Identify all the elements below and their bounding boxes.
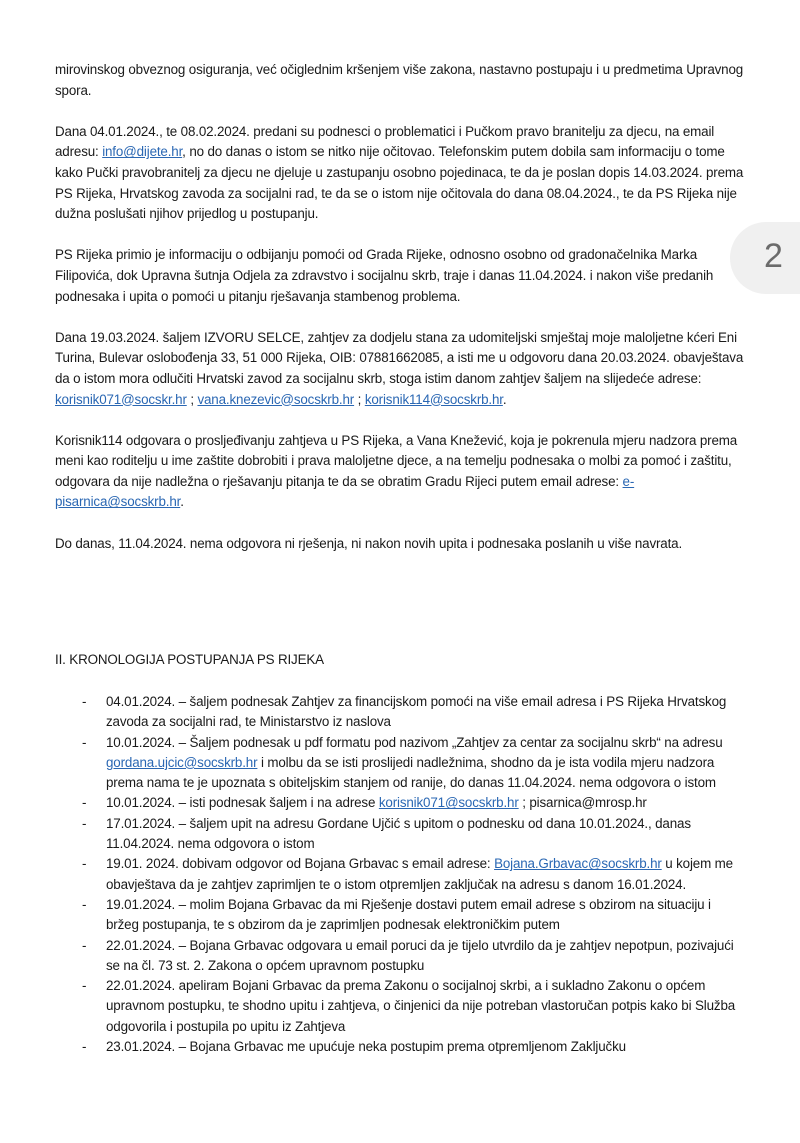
paragraph-city-refusal: PS Rijeka primio je informaciju o odbijanju pomoći od Grada Rijeke, odnosno osobno od gradonačelnika Marka Filipovića, dok Upravna šutnja Odjela za zdravstvo i socijalnu skrb, traje i danas 11.04.2024. i nakon više predanih podnesaka i upita o pomoći u pitanju rješavanja stambenog problema.	[55, 247, 714, 304]
list-dash: -	[82, 734, 87, 750]
email-link-korisnik071-socskrb[interactable]: korisnik071@socskrb.hr	[378, 795, 519, 811]
chronology-item: - 10.01.2024. – isti podnesak šaljem i na adrese korisnik071@socskrb.hr ; pisarnica@mrosp.hr	[55, 793, 745, 813]
paragraph-no-response: Do danas, 11.04.2024. nema odgovora ni rješenja, ni nakon novih upita i podnesaka poslanih u više navrata.	[55, 535, 683, 551]
chronology-item: - 19.01.2024. – molim Bojana Grbavac da mi Rješenje dostavi putem email adrese s obzirom na situaciju i bržeg postupanja, te s obzirom da je zaprimljen podnesak elektroničkim putem	[82, 896, 711, 933]
email-link-e-pisarnica[interactable]: e-pisarnica@socskrb.hr	[55, 473, 635, 510]
page-number-badge	[730, 222, 800, 294]
paragraph-ombudsman: Dana 04.01.2024., te 08.02.2024. predani su podnesci o problematici i Pučkom pravo branitelju za djecu, na email adresu: info@dijete.hr, no do danas o istom se nitko nije očitovao. Telefonskim putem dobila sam informaciju o tome kako Pučki pravobranitelj za djecu ne djeluje u zastupanju osobno pojedinaca, te da je poslan dopis 14.03.2024. prema PS Rijeka, Hrvatskog zavoda za socijalni rad, te da se o istom nije očitovala do dana 08.04.2024., te da PS Rijeka nije dužna poslušati njihov prijedlog u postupanju.	[55, 123, 744, 222]
email-link-gordana-ujcic[interactable]: gordana.ujcic@socskrb.hr	[106, 754, 258, 770]
list-dash: -	[82, 978, 87, 994]
list-dash: -	[82, 1039, 87, 1055]
email-link-korisnik071[interactable]: korisnik071@socskr.hr	[55, 391, 187, 407]
section-heading-chronology: II. KRONOLOGIJA POSTUPANJA PS RIJEKA	[55, 652, 324, 667]
chronology-item: - 10.01.2024. – Šaljem podnesak u pdf formatu pod nazivom „Zahtjev za centar za socijalnu skrb“ na adresu gordana.ujcic@socskrb.hr i molbu da se isti proslijedi nadležnima, shodno da je ista vodila mjeru nadzora prema nama te je upoznata s obiteljskim stanjem od ranije, do danas 11.04.2024. nema odgovora o istom	[82, 734, 723, 791]
chronology-item: - 22.01.2024. – Bojana Grbavac odgovara u email poruci da je tijelo utvrdilo da je zahtjev nepotpun, pozivajući se na čl. 73 st. 2. Zakona o općem upravnom postupku	[82, 937, 734, 973]
paragraph-korisnik114-response: Korisnik114 odgovara o prosljeđivanju zahtjeva u PS Rijeka, a Vana Knežević, koja je pokrenula mjeru nadzora prema meni kao roditelju u ime zaštite dobrobiti i prava maloljetne djece, a na temelju podnesaka o molbi za pomoć i zaštitu, odgovara da nije nadležna o rješavanju pitanja te da se obratim Gradu Rijeci putem email adrese: e-pisarnica@socskrb.hr.	[55, 432, 738, 510]
list-dash: -	[82, 896, 87, 912]
chronology-item: - 23.01.2024. – Bojana Grbavac me upućuje neka postupim prema otpremljenom Zaključku	[55, 1037, 745, 1057]
chronology-item: - 22.01.2024. apeliram Bojani Grbavac da prema Zakonu o socijalnoj skrbi, a i sukladno Zakonu o općem upravnom postupku, te shodno upitu i zahtjeva, o činjenici da nije potreban vlastoručan potpis kako bi Služba odgovorila i postupila po upitu iz Zahtjeva	[82, 978, 736, 1034]
email-link-info-dijete[interactable]: info@dijete.hr	[102, 144, 183, 160]
email-link-bojana-grbavac[interactable]: Bojana.Grbavac@socskrb.hr	[494, 856, 662, 872]
email-link-vana-knezevic[interactable]: vana.knezevic@socskrb.hr	[197, 391, 355, 407]
chronology-list	[55, 692, 745, 1057]
chronology-item: - 04.01.2024. – šaljem podnesak Zahtjev za financijskom pomoći na više email adresa i PS Rijeka Hrvatskog zavoda za socijalni rad, te Ministarstvo iz naslova	[82, 694, 727, 730]
email-link-korisnik114[interactable]: korisnik114@socskrb.hr	[364, 391, 503, 407]
list-dash: -	[82, 856, 87, 872]
list-dash: -	[82, 937, 87, 953]
list-dash: -	[82, 815, 87, 831]
paragraph-intro: mirovinskog obveznog osiguranja, već očiglednim kršenjem više zakona, nastavno postupaju i u predmetima Upravnog spora.	[55, 62, 744, 98]
chronology-item: - 19.01. 2024. dobivam odgovor od Bojana Grbavac s email adrese: Bojana.Grbavac@socskrb.hr u kojem me obavještava da je zahtjev zaprimljen te o istom otpremljen zaključak na adresu s danom 16.01.2024.	[82, 856, 733, 892]
chronology-item: - 17.01.2024. – šaljem upit na adresu Gordane Ujčić s upitom o podnesku od dana 10.01.2024., danas 11.04.2024. nema odgovora o istom	[82, 815, 691, 852]
list-dash: -	[82, 694, 87, 709]
document-body	[55, 60, 745, 554]
list-dash: -	[82, 795, 87, 811]
page-number: 2	[764, 237, 783, 275]
paragraph-izvor-selce: Dana 19.03.2024. šaljem IZVORU SELCE, zahtjev za dodjelu stana za udomiteljski smještaj moje maloljetne kćeri Eni Turina, Bulevar oslobođenja 33, 51 000 Rijeka, OIB: 07881662085, a isti me u odgovoru dana 20.03.2024. obavještava da o istom mora odlučiti Hrvatski zavod za socijalnu skrb, stoga istim danom zahtjev šaljem na slijedeće adrese: korisnik071@socskr.hr ; vana.knezevic@socskrb.hr ; korisnik114@socskrb.hr.	[55, 329, 744, 407]
